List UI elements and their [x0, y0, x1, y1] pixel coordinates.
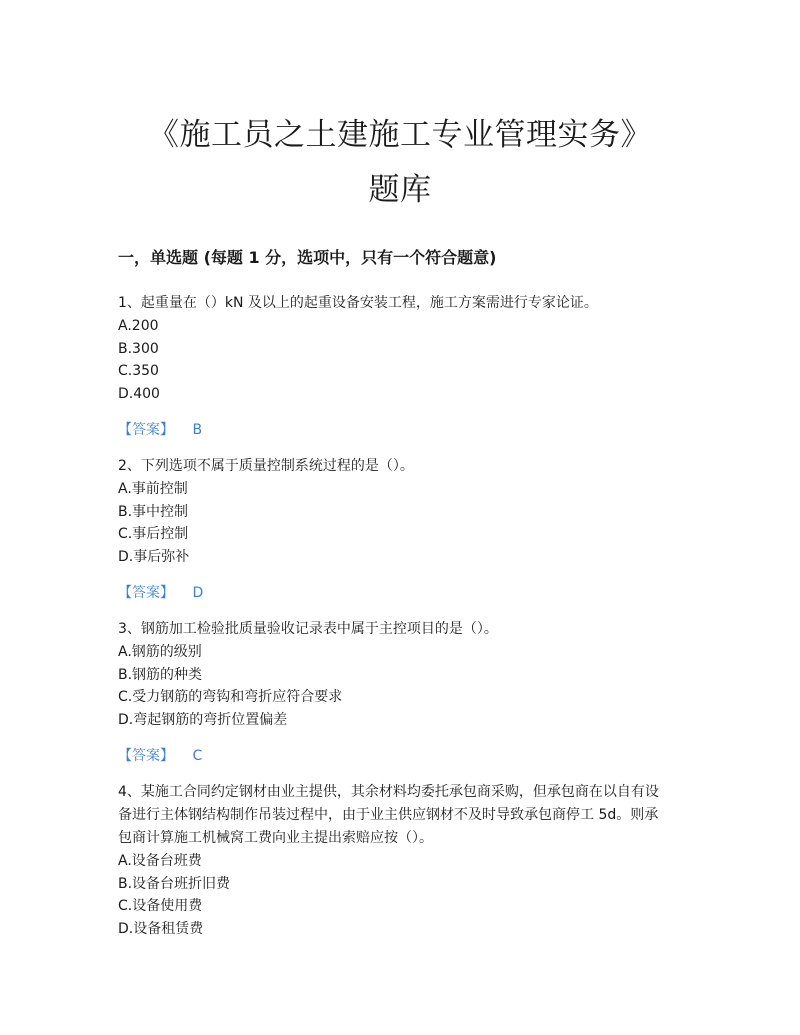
answer-value: D	[192, 585, 204, 601]
option-d: D.400	[118, 385, 160, 402]
option-c: C.设备使用费	[118, 898, 203, 914]
question-stem-line-3: 包商计算施工机械窝工费向业主提出索赔应按（）。	[118, 830, 433, 846]
question-list	[118, 292, 678, 940]
answer-label: 【答案】	[118, 422, 174, 438]
option-b: B.钢筋的种类	[118, 666, 203, 683]
option-d: D.弯起钢筋的弯折位置偏差	[118, 711, 288, 728]
question-stem: 3、钢筋加工检验批质量验收记录表中属于主控项目的是（）。	[118, 621, 498, 637]
option-b: B.事中控制	[118, 503, 189, 520]
title-line-1: 《施工员之土建施工专业管理实务》	[148, 117, 652, 153]
question-stem-line-2: 备进行主体钢结构制作吊装过程中，由于业主供应钢材不及时导致承包商停工 5d。则承	[118, 807, 659, 823]
title-line-2: 题库	[368, 172, 432, 208]
question-stem: 1、起重量在（）kN 及以上的起重设备安装工程，施工方案需进行专家论证。	[118, 295, 598, 311]
option-b: B.设备台班折旧费	[118, 875, 231, 892]
option-c: C.受力钢筋的弯钩和弯折应符合要求	[118, 689, 343, 705]
answer-line	[118, 419, 678, 441]
answer-line	[118, 582, 678, 604]
answer-label: 【答案】	[118, 585, 174, 601]
question-3	[118, 618, 678, 767]
option-a: A.设备台班费	[118, 853, 202, 869]
section-heading: 一，单选题 (每题 1 分，选项中，只有一个符合题意)	[118, 248, 497, 267]
option-d: D.事后弥补	[118, 548, 190, 565]
document-title	[0, 108, 800, 218]
option-d: D.设备租赁费	[118, 920, 204, 937]
question-1	[118, 292, 678, 441]
option-c: C.350	[118, 363, 159, 379]
option-b: B.300	[118, 340, 159, 357]
option-a: A.事前控制	[118, 481, 188, 497]
question-stem-line-1: 4、某施工合同约定钢材由业主提供，其余材料均委托承包商采购，但承包商在以自有设	[118, 784, 659, 800]
answer-value: C	[192, 748, 203, 764]
question-4	[118, 781, 678, 940]
answer-value: B	[192, 422, 203, 438]
option-c: C.事后控制	[118, 526, 189, 542]
answer-line	[118, 745, 678, 767]
option-a: A.钢筋的级别	[118, 644, 202, 660]
question-stem: 2、下列选项不属于质量控制系统过程的是（）。	[118, 458, 414, 474]
question-2	[118, 455, 678, 604]
answer-label: 【答案】	[118, 748, 174, 764]
option-a: A.200	[118, 318, 159, 334]
